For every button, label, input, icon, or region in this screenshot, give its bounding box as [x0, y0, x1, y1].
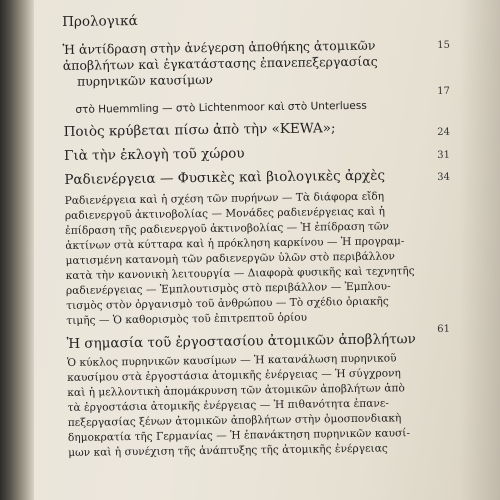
toc-entry-description: τὰ ἐργοστάσια ἀτομικῆς ἐνέργειας — Ἡ πιθανότητα ἐπανε- — [67, 397, 389, 414]
toc-entry-description: ἐπίδραση τῆς ραδιενεργοῦ ἀκτινοβολίας — Ἡ ἐπίδραση τῶν — [65, 220, 389, 237]
toc-entry-description: ἀκτίνων στὰ κύτταρα καὶ ἡ πρόκληση καρκίνου — Ἡ προγραμ- — [65, 235, 405, 252]
toc-entry-description: κατὰ τὴν κανονικὴ λειτουργία — Διαφορὰ φυσικῆς καὶ τεχνητῆς — [65, 265, 415, 282]
toc-page-number: 17 — [437, 85, 451, 97]
toc-entry-description: μων καὶ ἡ συνέχιση τῆς ἀνάπτυξης τῆς ἀτομικῆς ἐνέργειας — [68, 442, 388, 459]
toc-page-number: 61 — [437, 323, 451, 335]
toc-entry-title: Ἡ ἀντίδραση στὴν ἀνέγερση ἀποθήκης ἀτομικῶν — [62, 37, 376, 57]
book-gutter — [0, 0, 34, 500]
toc-entry-description: καυσίμου στὰ ἐργοστάσια ἀτομικῆς ἐνέργειας — Ἡ σύγχρονη — [67, 367, 401, 384]
toc-entry-description: ραδιενεργοῦ ἀκτινοβολίας — Μονάδες ραδιενέργειας καὶ ἡ — [64, 205, 386, 222]
toc-page-number: 15 — [437, 39, 451, 51]
toc-entry-description: ραδιενέργειας — Ἐμπλουτισμὸς στὸ περιβάλλον — Ἐμπλου- — [65, 280, 391, 297]
toc-entry-description: τιμῆς — Ὁ καθορισμὸς τοῦ ἐπιτρεπτοῦ ὁρίου — [66, 311, 308, 327]
toc-entry-description: ματισμένη κατανομὴ τῶν ραδιενεργῶν ὑλῶν στὸ περιβάλλον — [65, 250, 396, 267]
toc-entry-subtitle: στὸ Huemmling — στὸ Lichtenmoor καὶ στὸ Unterluess — [75, 99, 367, 116]
toc-entry-description: Ραδιενέργεια καὶ ἡ σχέση τῶν πυρήνων — Τὰ διάφορα εἴδη — [64, 190, 385, 207]
toc-page-number: 24 — [437, 126, 451, 138]
toc-entry-title: Ποιὸς κρύβεται πίσω ἀπὸ τὴν «KEWA»; — [63, 120, 336, 140]
toc-page-number: 34 — [437, 171, 451, 183]
toc-entry-title: πυρηνικῶν καυσίμων — [76, 71, 214, 89]
toc-entry-description: πεξεργασίας ξένων ἀτομικῶν ἀποβλήτων στὴν ὁμοσπονδιακὴ — [67, 412, 402, 429]
toc-entry-title: Γιὰ τὴν ἐκλογὴ τοῦ χώρου — [63, 145, 245, 164]
toc-entry-title: Προλογικά — [62, 12, 138, 30]
toc-entry-description: καὶ ἡ μελλοντικὴ ἀπομάκρυνση τῶν ἀτομικῶν ἀποβλήτων ἀπὸ — [67, 382, 405, 399]
toc-entry-title: Ἡ σημασία τοῦ ἐργοστασίου ἀτομικῶν ἀποβλήτων — [66, 331, 416, 352]
toc-entry-description: Ὁ κύκλος πυρηνικῶν καυσίμων — Ἡ κατανάλωση πυρηνικοῦ — [66, 352, 397, 369]
toc-page-number: 31 — [437, 149, 451, 161]
table-of-contents — [62, 3, 440, 459]
toc-entry-description: τισμὸς στὸν ὀργανισμὸ τοῦ ἀνθρώπου — Τὸ σχέδιο ὁριακῆς — [66, 295, 389, 312]
toc-entry-title: ἀποβλήτων καὶ ἐγκατάστασης ἐπανεπεξεργασίας — [62, 53, 378, 73]
page-edge-shadow — [460, 0, 500, 500]
toc-entry-title: Ραδιενέργεια — Φυσικὲς καὶ βιολογικὲς ἀρχὲς — [64, 167, 386, 188]
toc-entry-description: δημοκρατία τῆς Γερμανίας — Ἡ ἐπανάκτηση πυρηνικῶν καυσί- — [67, 427, 411, 444]
